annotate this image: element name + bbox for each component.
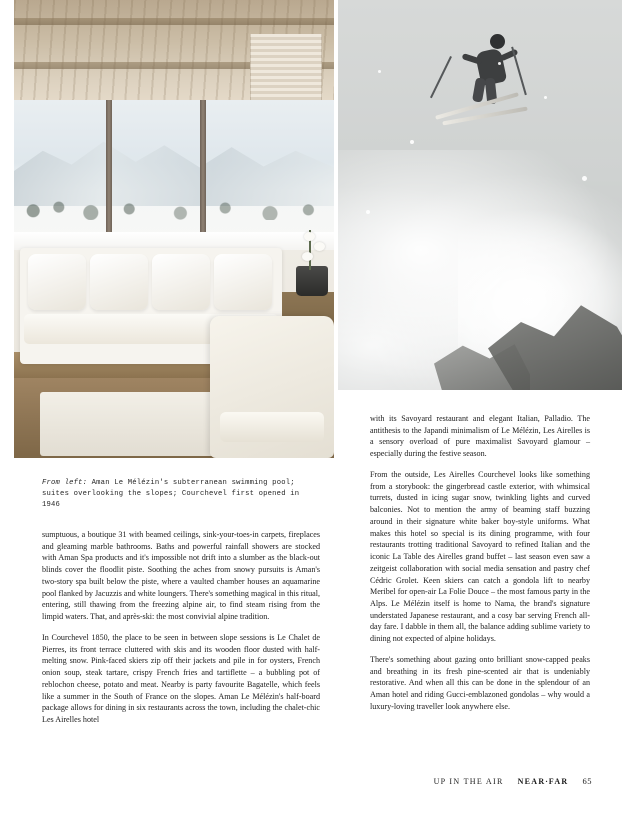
page-number: 65 (582, 776, 592, 786)
snow-flake (544, 96, 547, 99)
snow-flake (378, 70, 381, 73)
photo-skier-powder-jump (338, 0, 622, 390)
caption-lead: From left: (42, 479, 88, 487)
paragraph: From the outside, Les Airelles Courchevel looks like something from a storybook: the gingerbread castle exterior, with whimsical turrets, dusted in icing sugar snow, twinkling lights and curved balconies. Not to mention the army of beaming staff buzzing around in their signature white baker boy-style uniforms. What makes this hotel so special is its dining programme, with four restaurants trotting traditional Savoyard to refined Italian and the iconic La Table des Airelles grand buffet – last season even saw a zeitgeist collaboration with social media sensation and pastry chef Cédric Grolet. Keen skiers can catch a gondola lift to nearby Meribel for open-air La Folie Douce – the most famous party in the Alps. Le Mélézin itself is home to Nama, the brand's signature understated Japanese restaurant, and a cosy bar serving French all-day fare. I dabble in them all, the balance adding sublime variety to dining not expected of alpine holidays. (370, 469, 590, 644)
plant-pot (296, 266, 328, 296)
cushion (214, 254, 272, 310)
cushion (152, 254, 210, 310)
snow-flake (498, 62, 501, 65)
body-column-right (370, 413, 590, 722)
snow-flake (582, 176, 587, 181)
photo-caption (42, 478, 320, 511)
body-column-left (42, 529, 320, 735)
pine-trees (14, 174, 334, 220)
cushion (28, 254, 86, 310)
ski-pole-left (430, 56, 452, 98)
caption-text: Aman Le Mélézin's subterranean swimming pool; suites overlooking the slopes; Courchevel first opened in 1946 (42, 479, 300, 509)
orchid-plant (290, 226, 334, 296)
window-blind (250, 34, 322, 100)
paragraph: sumptuous, a boutique 31 with beamed ceilings, sink-your-toes-in carpets, fireplaces and gleaming marble bathrooms. Baths and powerful rainfall showers are stocked with Aman Spa products and it's impossible not drift into a slumber as the black-out blinds cover the floodlit piste. Soothing the aches from snowy pursuits is Aman's two-story spa built below the piste, where a vaulted chamber houses an aquamarine pool flanked by Jacuzzis and white loungers. There's something magical in this ritual, entering, still thawing from the freezing alpine air, to find steam rising from the limpid waters. That, and après-ski: the most convivial alpine tradition. (42, 530, 320, 622)
cushion (90, 254, 148, 310)
paragraph: There's something about gazing onto brilliant snow-capped peaks and breathing in its fresh pine-scented air that is undeniably restorative. And when all this can be done in the splendour of an Aman hotel and riding Gucci-emblazoned gondolas – why would a luxury-loving traveller look anywhere else. (370, 654, 590, 711)
paragraph: with its Savoyard restaurant and elegant Italian, Palladio. The antithesis to the Japandi minimalism of Le Mélézin, Les Airelles is a sensory overload of pure maximalist Savoyard glamour – especially during the festive season. (370, 414, 590, 459)
skier-figure (460, 30, 522, 102)
snow-flake (366, 210, 370, 214)
window-mullion (200, 100, 206, 252)
paragraph: In Courchevel 1850, the place to be seen in between slope sessions is Le Chalet de Pierres, its front terrace cluttered with skis and its wooden floor dusted with half-melting snow. Pink-faced skiers zip off their jackets and pile in for oysters, French onion soup, steak tartare, crispy French fries and tartiflette – a bubbling pot of reblochon cheese, potato and meat. Nearby is party favourite Bagatelle, which feels like a summer in the South of France on the slopes. Aman Le Mélézin's half-board package allows for dining in six restaurants across the town, including the chalet-chic Les Airelles hotel (42, 632, 320, 725)
orchid-bloom (304, 232, 315, 241)
footer-section-title: UP IN THE AIR (433, 777, 504, 786)
snow-flake (410, 140, 414, 144)
skier-leg-left (472, 77, 486, 102)
window-mullion (106, 100, 112, 252)
photo-interior-pool-lounge (14, 0, 334, 458)
ceiling-beam (14, 18, 334, 25)
panoramic-window (14, 100, 334, 250)
skier-head (490, 34, 505, 49)
footer-brand: NEAR∙FAR (517, 777, 569, 786)
page-footer (434, 776, 592, 786)
orchid-bloom (314, 242, 325, 251)
armchair (210, 316, 334, 458)
orchid-bloom (302, 252, 313, 261)
